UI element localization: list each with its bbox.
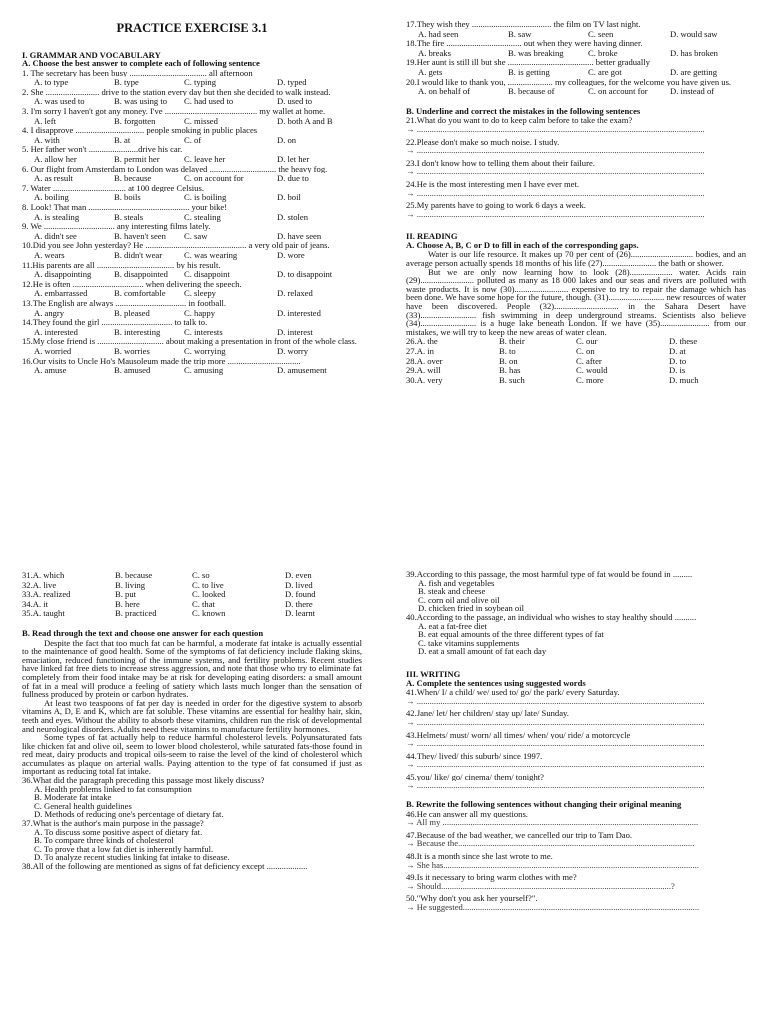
answer-option: A. left bbox=[34, 115, 56, 126]
answer-option: B. boils bbox=[114, 192, 141, 203]
writing-heading: III. WRITING bbox=[406, 668, 461, 679]
answer-line: → ...................................................................................................................................... bbox=[406, 739, 705, 748]
answer-option: B. amused bbox=[114, 365, 151, 376]
answer-option: D. would saw bbox=[670, 28, 718, 39]
answer-option: B. was using to bbox=[114, 96, 167, 107]
answer-option: B. worries bbox=[114, 345, 150, 356]
answer-option: B. permit her bbox=[114, 154, 160, 165]
question-text: 10.Did you see John yesterday? He ............................................... a very old pair of jeans. bbox=[22, 241, 330, 250]
answer-option: B. on bbox=[499, 355, 518, 366]
question-text: 40.According to the passage, an individual who wishes to stay healthy should .......... bbox=[406, 612, 697, 622]
answer-option: C. on bbox=[576, 346, 595, 356]
answer-option: D. has broken bbox=[670, 47, 718, 58]
reading-heading: II. READING bbox=[406, 231, 458, 242]
answer-options bbox=[22, 366, 362, 375]
answer-option: A. fish and vegetables bbox=[418, 577, 495, 588]
answer-line: → ...................................................................................................................................... bbox=[406, 188, 705, 198]
answer-option: 30.A. very bbox=[406, 374, 443, 385]
grammar-question-list bbox=[22, 69, 362, 375]
answer-option: A. angry bbox=[34, 307, 65, 318]
answer-option: D. chicken fried in soybean oil bbox=[418, 603, 524, 614]
answer-option: A. as result bbox=[34, 173, 73, 184]
answer-option: B. practiced bbox=[115, 608, 157, 619]
answer-line: → ...................................................................................................................................... bbox=[406, 717, 705, 727]
answer-options bbox=[22, 251, 362, 260]
answer-line: → ...................................................................................................................................... bbox=[406, 696, 705, 706]
answer-options bbox=[22, 270, 362, 279]
rewrite-answer-line: → He suggested.............................................................................................................. bbox=[406, 903, 700, 912]
mistakes-part-b: B. Underline and correct the mistakes in the following sentences bbox=[406, 105, 641, 116]
answer-options bbox=[22, 213, 362, 222]
question-text: 20.I would like to thank you, ..................... my colleagues, for the welcome you have given us. bbox=[406, 77, 732, 87]
answer-option: C. would bbox=[576, 365, 608, 376]
answer-option: C. are got bbox=[588, 66, 622, 77]
answer-option: D. To analyze recent studies linking fat intake to disease. bbox=[34, 852, 230, 863]
complete-prompt: 45.you/ like/ go/ cinema/ them/ tonight? bbox=[406, 772, 544, 782]
answer-option: B. haven't seen bbox=[114, 230, 166, 241]
answer-option: 31.A. which bbox=[22, 570, 65, 580]
question-text: 6. Our flight from Amsterdam to London was delayed ............................... the heavy fog. bbox=[22, 164, 328, 174]
complete-sentence-list bbox=[406, 688, 746, 790]
answer-option: B. comfortable bbox=[114, 288, 166, 299]
answer-option: A. Health problems linked to fat consumption bbox=[34, 783, 192, 794]
answer-option: C. to live bbox=[192, 579, 224, 590]
answer-option: D. amusement bbox=[277, 365, 327, 376]
question-text: 17.They wish they ..................................... the film on TV last night. bbox=[406, 20, 641, 29]
complete-prompt: 44.They/ lived/ this suburb/ since 1997. bbox=[406, 751, 543, 761]
answer-options bbox=[406, 579, 746, 613]
answer-option: D. instead of bbox=[670, 86, 715, 97]
answer-option: B. pleased bbox=[114, 307, 150, 318]
answer-option: C. broke bbox=[588, 47, 618, 58]
answer-options bbox=[22, 193, 362, 202]
rewrite-list bbox=[406, 810, 746, 912]
question-text: 5. Her father won't .......................drive his car. bbox=[22, 145, 183, 155]
answer-option: D. have seen bbox=[277, 230, 322, 241]
grammar-question-list-2 bbox=[406, 20, 746, 96]
section-grammar-part-a: A. Choose the best answer to complete each of following sentence bbox=[22, 58, 260, 69]
answer-option: A. interested bbox=[34, 326, 78, 337]
answer-option: A. didn't see bbox=[34, 230, 77, 241]
answer-option: D. on bbox=[277, 134, 297, 145]
answer-option: D. learnt bbox=[285, 608, 316, 619]
answer-line: → ...................................................................................................................................... bbox=[406, 124, 705, 134]
gap-options-list-2 bbox=[22, 571, 362, 618]
answer-option: A. boiling bbox=[34, 192, 69, 203]
answer-option: D. interested bbox=[277, 307, 321, 318]
answer-option: C. worrying bbox=[184, 345, 226, 356]
answer-option: C. typing bbox=[184, 77, 216, 88]
answer-option: C. leave her bbox=[184, 154, 226, 165]
rewrite-prompt: 46.He can answer all my questions. bbox=[406, 809, 528, 819]
answer-options bbox=[22, 785, 362, 819]
answer-option: 35.A. taught bbox=[22, 608, 65, 619]
rewrite-prompt: 48.It is a month since she last wrote to me. bbox=[406, 852, 553, 861]
answer-option: B. because bbox=[114, 173, 152, 184]
answer-option: C. stealing bbox=[184, 211, 221, 222]
answer-option: C. disappoint bbox=[184, 269, 230, 280]
answer-option: 29.A. will bbox=[406, 365, 441, 376]
answer-options bbox=[406, 49, 746, 58]
answer-options bbox=[22, 174, 362, 183]
answer-options bbox=[22, 328, 362, 337]
mistake-sentence: 21.What do you want to do to keep calm before to take the exam? bbox=[406, 116, 633, 125]
question-text: 11.His parents are all .................................... by his result. bbox=[22, 260, 221, 270]
answer-option: D. Methods of reducing one's percentage of dietary fat. bbox=[34, 809, 224, 820]
answer-option: C. our bbox=[576, 336, 598, 347]
question-text: 13.The English are always ................................. in football. bbox=[22, 298, 227, 308]
answer-option: B. because bbox=[115, 570, 153, 580]
answer-option: A. wears bbox=[34, 249, 65, 260]
answer-option: C. of bbox=[184, 134, 202, 145]
answer-line: → ...................................................................................................................................... bbox=[406, 209, 705, 219]
gap-option-row bbox=[22, 590, 362, 599]
answer-option: D. boil bbox=[277, 192, 301, 203]
answer-option: A. to type bbox=[34, 77, 69, 88]
answer-option: D. stolen bbox=[277, 211, 309, 222]
answer-option: B. saw bbox=[508, 28, 532, 39]
gap-option-row bbox=[406, 357, 746, 366]
answer-option: A. is stealing bbox=[34, 211, 80, 222]
answer-option: D. to bbox=[669, 355, 687, 366]
answer-option: C. General health guidelines bbox=[34, 800, 132, 811]
rewrite-prompt: 50."Why don't you ask her yourself?". bbox=[406, 894, 538, 903]
answer-option: 28.A. over bbox=[406, 355, 443, 366]
fat-passage-p1: Despite the fact that too much fat can be harmful, a moderate fat intake is actually essential to the maintenance of good health. Some of the symptoms of fat deficiency include flaking skins, emaciation, reduced functioning of the immune systems, and fertility problems. Recent studies have linked fat free diets to increase stress aggression, and note that those who try to eliminate fat completely from their food intake may be at risk for developing eating disorders: a small amount of fat in a meal will produce a feeling of satiety which lasts much longer than the sensation of fullness produced by protein or carbon hydrates. bbox=[22, 637, 362, 700]
answer-options bbox=[22, 828, 362, 862]
question-text: 2. She ......................... drive to the station every day but then she decided to walk instead. bbox=[22, 87, 331, 97]
reading-part-b: B. Read through the text and choose one answer for each question bbox=[22, 627, 264, 638]
answer-option: D. let her bbox=[277, 154, 310, 165]
answer-option: D. worry bbox=[277, 345, 309, 356]
answer-option: C. on account for bbox=[184, 173, 244, 184]
answer-option: A. on behalf of bbox=[418, 86, 471, 97]
answer-options bbox=[22, 78, 362, 87]
answer-option: 27.A. in bbox=[406, 346, 434, 356]
rewrite-answer-line: → Because the.............................................................................................................. bbox=[406, 839, 695, 849]
answer-option: D. typed bbox=[277, 77, 307, 88]
gap-option-row bbox=[22, 581, 362, 590]
left-column-bottom bbox=[22, 560, 362, 871]
fat-passage-p3: Some types of fat actually help to reduce harmful cholesterol levels. Polyunsaturated fats like chicken fat and olive oil, seem to lower blood cholesterol, while saturated fats-those found in red meat, dairy products and tropical oils-seem to raise the level of the kind of cholesterol which accumulates as plaque on arterial walls. Paying attention to the type of fat consumed if just as important as reducing total fat intake. bbox=[22, 732, 362, 777]
rewrite-answer-line: → Should...........................................................................................................? bbox=[406, 881, 675, 891]
answer-option: D. used to bbox=[277, 96, 313, 107]
answer-option: A. disappointing bbox=[34, 269, 92, 280]
answer-option: A. amuse bbox=[34, 365, 67, 376]
answer-option: 32.A. live bbox=[22, 579, 57, 590]
answer-options bbox=[22, 136, 362, 145]
complete-prompt: 43.Helmets/ must/ worn/ all times/ when/ you/ ride/ a motorcycle bbox=[406, 730, 631, 740]
page-title: PRACTICE EXERCISE 3.1 bbox=[116, 21, 268, 35]
gap-option-row bbox=[22, 571, 362, 580]
answer-option: A. eat a fat-free diet bbox=[418, 620, 487, 631]
answer-line: → ...................................................................................................................................... bbox=[406, 760, 705, 769]
answer-option: D. there bbox=[285, 598, 313, 609]
mistake-sentence: 24.He is the most interesting men I have ever met. bbox=[406, 179, 580, 189]
answer-option: D. even bbox=[285, 570, 312, 580]
answer-line: → ...................................................................................................................................... bbox=[406, 781, 705, 791]
question-text: 7. Water .................................. at 100 degree Celsius. bbox=[22, 183, 204, 193]
answer-option: B. steals bbox=[114, 211, 144, 222]
answer-option: B. To compare three kinds of cholesterol bbox=[34, 835, 174, 846]
answer-options bbox=[22, 97, 362, 106]
answer-option: D. at bbox=[669, 346, 686, 356]
question-text: 36.What did the paragraph preceding this passage most likely discuss? bbox=[22, 776, 265, 785]
question-text: 15.My close friend is ............................... about making a presentation in front of the whole class. bbox=[22, 337, 357, 346]
answer-option: B. steak and cheese bbox=[418, 586, 486, 597]
writing-part-a: A. Complete the sentences using suggested words bbox=[406, 677, 586, 688]
answer-option: B. type bbox=[114, 77, 139, 88]
mistake-sentence: 25.My parents have to going to work 6 days a week. bbox=[406, 201, 586, 210]
answer-option: B. because of bbox=[508, 86, 555, 97]
answer-options bbox=[22, 232, 362, 241]
gap-option-row bbox=[406, 366, 746, 375]
gap-option-row bbox=[22, 600, 362, 609]
question-text: 1. The secretary has been busy .................................... all afternoon bbox=[22, 68, 253, 78]
answer-option: 33.A. realized bbox=[22, 589, 71, 600]
answer-line: → ...................................................................................................................................... bbox=[406, 167, 705, 176]
answer-option: A. embarrassed bbox=[34, 288, 88, 299]
answer-option: C. is boiling bbox=[184, 192, 227, 203]
answer-option: C. sleepy bbox=[184, 288, 216, 299]
answer-option: C. happy bbox=[184, 307, 216, 318]
answer-option: A. To discuss some positive aspect of dietary fat. bbox=[34, 826, 203, 837]
answer-option: B. put bbox=[115, 589, 137, 600]
answer-option: B. forgotten bbox=[114, 115, 156, 126]
answer-option: D. much bbox=[669, 374, 699, 385]
reading-question-list bbox=[22, 776, 362, 862]
reading-passage-p2: But we are only now learning how to look (28).................... water. Acids rain (29)......................... polluted as many as 18 000 lakes and our seas and rivers are polluted with waste products. It is now (30)......................... expensive to try to repair the damage which has been done. We have some hope for the future, though. (31).......................... new resources of water have been discovered. People (32).............................. in the Sahara Desert have (33).......................... fish swimming in deep underground streams. Scientists also believe (34).......................... is a huge lake beneath London. If we have (35)....................... from our mistakes, we will try to keep the new areas of water clean. bbox=[406, 266, 746, 337]
answer-option: D. to disappoint bbox=[277, 269, 333, 280]
answer-option: C. missed bbox=[184, 115, 218, 126]
answer-options bbox=[22, 289, 362, 298]
answer-option: B. didn't wear bbox=[114, 249, 163, 260]
section-grammar-heading: I. GRAMMAR AND VOCABULARY bbox=[22, 49, 161, 60]
question-text: 19.Her aunt is still ill but she ........................................ better gradually bbox=[406, 58, 650, 67]
answer-option: A. gets bbox=[418, 66, 443, 77]
answer-option: D. are getting bbox=[670, 66, 718, 77]
answer-option: C. on account for bbox=[588, 86, 648, 97]
answer-option: D. lived bbox=[285, 579, 313, 590]
question-text: 3. I'm sorry I haven't got any money. I've ........................................... my wallet at home. bbox=[22, 107, 326, 116]
right-column-bottom bbox=[406, 560, 746, 916]
writing-part-b: B. Rewrite the following sentences without changing their original meaning bbox=[406, 799, 682, 810]
reading-passage-p1: Water is our life resource. It makes up 70 per cent of (26)............................. bodies, and an average person actually spends 18 months of his life (27)......................... the bath or shower. bbox=[406, 249, 746, 269]
answer-option: B. disappointed bbox=[114, 269, 168, 280]
answer-options bbox=[22, 347, 362, 356]
question-text: 39.According to this passage, the most harmful type of fat would be found in ......... bbox=[406, 570, 693, 579]
mistake-list bbox=[406, 116, 746, 218]
gap-option-row bbox=[406, 376, 746, 385]
gap-option-row bbox=[22, 609, 362, 618]
complete-prompt: 41.When/ I/ a child/ we/ used to/ go/ the park/ every Saturday. bbox=[406, 688, 620, 697]
answer-option: C. saw bbox=[184, 230, 208, 241]
answer-option: A. had seen bbox=[418, 28, 459, 39]
rewrite-answer-line: → She has....................................................................................................................... bbox=[406, 860, 699, 870]
question-text: 18.The fire ................................... out when they were having dinner. bbox=[406, 39, 643, 48]
fat-passage-p2: At least two teaspoons of fat per day is needed in order for the digestive system to absorb vitamins A, D, E and K, which are fat soluble. These vitamins are essential for healthy hair, skin, teeth and eyes. Without the ability to absorb these vitamins, children run the risk of developmental and neurological disorders. Adults need these vitamins to manufacture fertility hormones. bbox=[22, 697, 362, 734]
answer-option: B. their bbox=[499, 336, 525, 347]
answer-option: B. was breaking bbox=[508, 47, 564, 58]
answer-option: C. take vitamins supplements bbox=[418, 637, 520, 648]
answer-option: C. so bbox=[192, 570, 210, 580]
answer-option: D. found bbox=[285, 589, 316, 600]
answer-option: B. living bbox=[115, 579, 146, 590]
answer-options bbox=[406, 87, 746, 96]
answer-options bbox=[406, 68, 746, 77]
answer-option: D. these bbox=[669, 336, 698, 347]
answer-option: A. with bbox=[34, 134, 60, 145]
answer-option: A. worried bbox=[34, 345, 72, 356]
complete-prompt: 42.Jane/ let/ her children/ stay up/ late/ Sunday. bbox=[406, 709, 569, 718]
answer-option: C. was wearing bbox=[184, 249, 238, 260]
answer-option: B. interesting bbox=[114, 326, 161, 337]
right-column-top bbox=[406, 0, 746, 385]
answer-option: C. had used to bbox=[184, 96, 234, 107]
question-text: 8. Look! That man ............................................... your bike! bbox=[22, 203, 228, 212]
question-text: 12.He is often ................................. when delivering the speech. bbox=[22, 279, 242, 289]
left-column-top bbox=[22, 0, 362, 376]
answer-option: B. here bbox=[115, 598, 140, 609]
answer-options bbox=[22, 117, 362, 126]
answer-option: A. breaks bbox=[418, 47, 451, 58]
mistake-sentence: 23.I don't know how to telling them about their failure. bbox=[406, 158, 595, 168]
answer-option: C. after bbox=[576, 355, 602, 366]
rewrite-answer-line: → All my ....................................................................................................................... bbox=[406, 818, 699, 827]
gap-option-row bbox=[406, 347, 746, 356]
answer-option: D. eat a small amount of fat each day bbox=[418, 646, 547, 657]
gap-option-row bbox=[406, 337, 746, 346]
answer-option: C. known bbox=[192, 608, 226, 619]
answer-option: 26.A. the bbox=[406, 336, 438, 347]
answer-option: D. is bbox=[669, 365, 686, 376]
mistake-sentence: 22.Please don't make so much noise. I study. bbox=[406, 137, 560, 147]
answer-option: B. is getting bbox=[508, 66, 550, 77]
answer-option: C. looked bbox=[192, 589, 226, 600]
answer-option: B. at bbox=[114, 134, 131, 145]
answer-option: B. has bbox=[499, 365, 521, 376]
answer-option: D. due to bbox=[277, 173, 309, 184]
answer-options bbox=[406, 30, 746, 39]
question-text: 14.They found the girl ................................. to talk to. bbox=[22, 318, 208, 327]
answer-option: B. such bbox=[499, 374, 525, 385]
rewrite-prompt: 47.Because of the bad weather, we cancelled our trip to Tam Dao. bbox=[406, 830, 633, 840]
answer-option: D. relaxed bbox=[277, 288, 313, 299]
answer-option: A. allow her bbox=[34, 154, 77, 165]
answer-option: C. interests bbox=[184, 326, 223, 337]
answer-option: B. to bbox=[499, 346, 516, 356]
answer-options bbox=[406, 622, 746, 656]
answer-option: C. To prove that a low fat diet is inherently harmful. bbox=[34, 843, 214, 854]
answer-option: B. eat equal amounts of the three different types of fat bbox=[418, 629, 604, 640]
answer-option: D. interest bbox=[277, 326, 313, 337]
question-text: 4. I disapprove ................................ people smoking in public places bbox=[22, 126, 258, 135]
gap-options-list bbox=[406, 337, 746, 384]
answer-line: → ...................................................................................................................................... bbox=[406, 146, 705, 155]
answer-options bbox=[22, 155, 362, 164]
answer-option: C. that bbox=[192, 598, 215, 609]
reading-question-list-2 bbox=[406, 570, 746, 656]
answer-option: C. seen bbox=[588, 28, 614, 39]
answer-option: C. more bbox=[576, 374, 604, 385]
answer-option: D. both A and B bbox=[277, 115, 333, 126]
question-text: 9. We ................................. any interesting films lately. bbox=[22, 222, 211, 231]
answer-option: 34.A. it bbox=[22, 598, 49, 609]
question-38: 38.All of the following are mentioned as signs of fat deficiency except ................... bbox=[22, 862, 308, 871]
answer-options bbox=[22, 309, 362, 318]
answer-option: B. Moderate fat intake bbox=[34, 792, 112, 803]
page-bottom bbox=[0, 560, 768, 1024]
answer-option: A. was used to bbox=[34, 96, 85, 107]
question-text: 16.Our visits to Uncle Ho's Mausoleum made the trip more .................................. bbox=[22, 356, 301, 366]
answer-option: C. amusing bbox=[184, 365, 224, 376]
reading-part-a: A. Choose A, B, C or D to fill in each of the corresponding gaps. bbox=[406, 239, 639, 250]
question-text: 37.What is the author's main purpose in the passage? bbox=[22, 819, 204, 828]
rewrite-prompt: 49.Is it necessary to bring warm clothes with me? bbox=[406, 873, 577, 882]
answer-option: D. wore bbox=[277, 249, 305, 260]
answer-option: C. corn oil and olive oil bbox=[418, 594, 500, 605]
